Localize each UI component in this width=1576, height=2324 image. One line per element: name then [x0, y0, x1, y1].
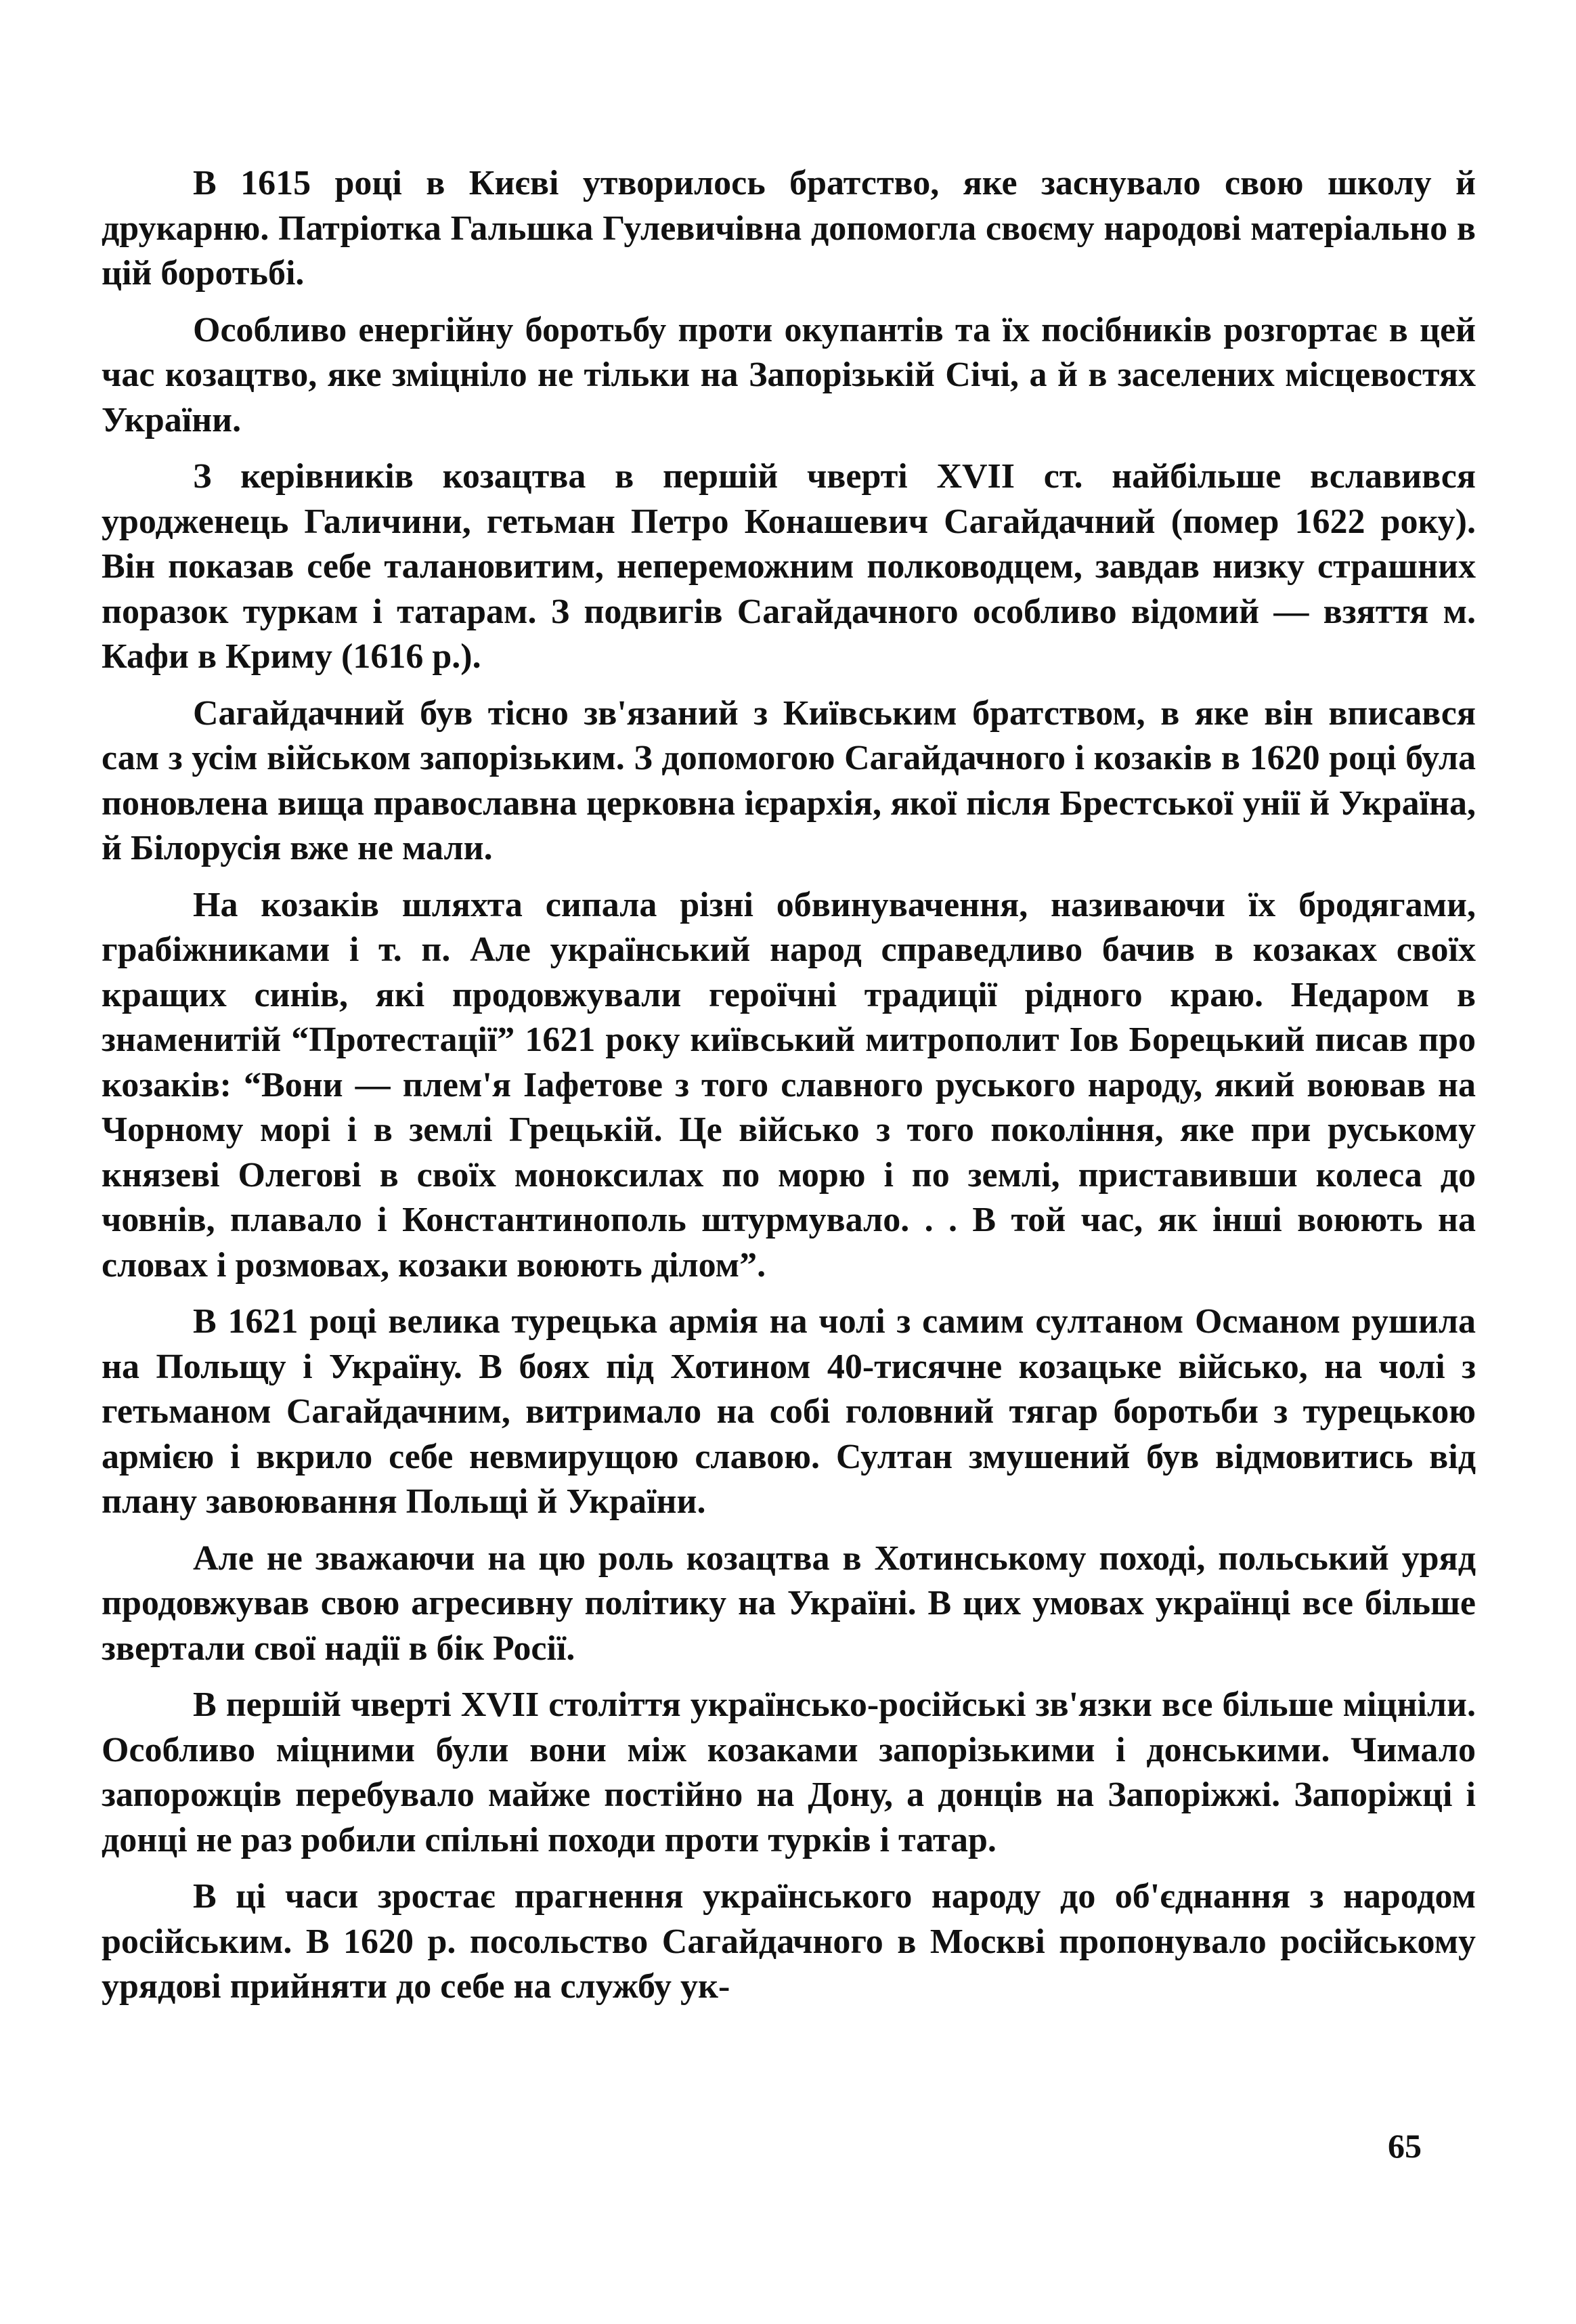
- paragraph-4: Сагайдачний був тісно зв'язаний з Київським братством, в яке він вписався сам з усім військом запорізьким. З допомогою Сагайдачного і козаків в 1620 році була поновлена вища православна церковна ієрархія, якої після Брестської унії й Україна, й Білорусія вже не мали.: [102, 693, 1476, 867]
- paragraph-1: В 1615 році в Києві утворилось братство, яке заснувало свою школу й друкарню. Патріотка Гальшка Гулевичівна допомогла своєму народові матеріально в цій боротьбі.: [102, 164, 1476, 293]
- paragraph-6: В 1621 році велика турецька армія на чолі з самим султаном Османом рушила на Польщу і Україну. В боях під Хотином 40-тисячне козацьке військо, на чолі з гетьманом Сагайдачним, витримало на собі головний тягар боротьби з турецькою армією і вкрило себе невмирущою славою. Султан змушений був відмовитись від плану завоювання Польщі й України.: [102, 1302, 1476, 1521]
- paragraph-7: Але не зважаючи на цю роль козацтва в Хотинському поході, польський уряд продовжував свою агресивну політику на Україні. В цих умовах українці все більше звертали свої надії в бік Росії.: [102, 1538, 1476, 1668]
- paragraph-3: З керівників козацтва в першій чверті XVII ст. найбільше вславився уродженець Галичини, гетьман Петро Конашевич Сагайдачний (помер 1622 року). Він показав себе талановитим, непереможним полководцем, завдав низку страшних поразок туркам і татарам. З подвигів Сагайдачного особливо відомий — взяття м. Кафи в Криму (1616 р.).: [102, 457, 1476, 676]
- page-body: [102, 161, 1476, 2193]
- paragraph-5: На козаків шляхта сипала різні обвинувачення, називаючи їх бродягами, грабіжниками і т. п. Але український народ справедливо бачив в козаках своїх кращих синів, які продовжували героїчні традиції рідного краю. Недаром в знаменитій “Протестації” 1621 року київський митрополит Іов Борецький писав про козаків: “Вони — плем'я Іафетове з того славного руського народу, який воював на Чорному морі і в землі Грецькій. Це військо з того покоління, яке при руському князеві Олегові в своїх моноксилах по морю і по землі, приставивши колеса до човнів, плавало і Константинополь штурмувало. . . В той час, як інші воюють на словах і розмовах, козаки воюють ділом”.: [102, 885, 1476, 1285]
- page-number: 65: [1388, 2127, 1422, 2165]
- paragraph-8: В першій чверті XVII століття українсько-російські зв'язки все більше міцніли. Особливо міцними були вони між козаками запорізькими і донськими. Чимало запорожців перебувало майже постійно на Дону, а донців на Запоріжжі. Запоріжці і донці не раз робили спільні походи проти турків і татар.: [102, 1685, 1476, 1859]
- paragraph-2: Особливо енергійну боротьбу проти окупантів та їх посібників розгортає в цей час козацтво, яке зміцніло не тільки на Запорізькій Січі, а й в заселених місцевостях України.: [102, 310, 1476, 439]
- paragraph-9: В ці часи зростає прагнення українського народу до об'єднання з народом російським. В 1620 р. посольство Сагайдачного в Москві пропонувало російському урядові прийняти до себе на службу ук-: [102, 1877, 1476, 2006]
